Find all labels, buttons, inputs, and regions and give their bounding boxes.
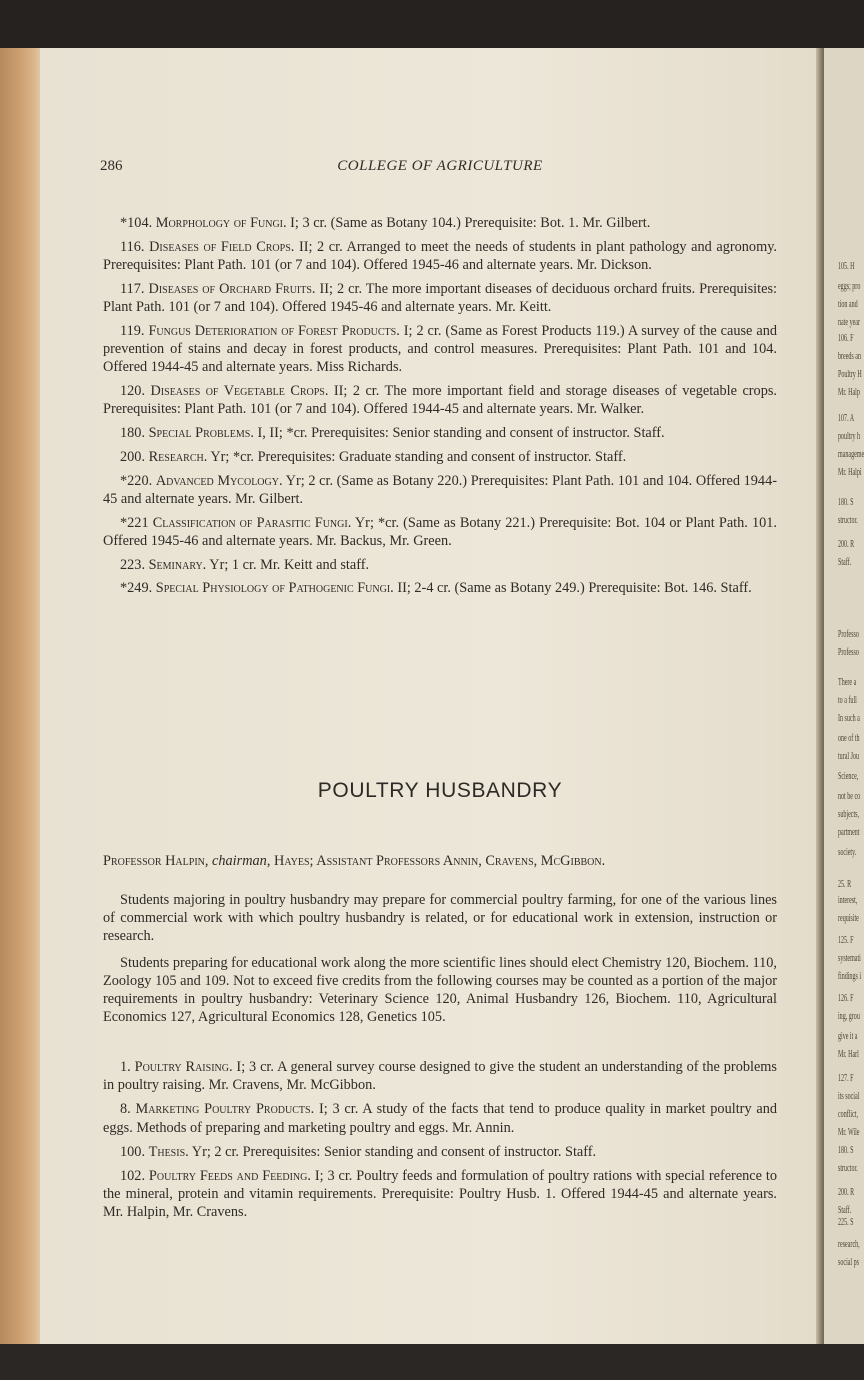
course-description: I; 3 cr. (Same as Botany 104.) Prerequisite: Bot. 1. Mr. Gilbert. xyxy=(286,215,651,231)
intro-paragraph: Students majoring in poultry husbandry may prepare for commercial poultry farming, for one of the various lines of commercial work with which poultry husbandry is related, or for educational work in extension, instruction or research. xyxy=(103,892,777,945)
facing-page-fragment: 126. F xyxy=(838,992,854,1004)
facing-page-fragment: tion and xyxy=(838,298,858,310)
course-entry xyxy=(103,238,777,274)
facing-page-fragment: 125. F xyxy=(838,934,854,946)
course-number: 102. xyxy=(120,1167,146,1184)
facing-page-fragment: ing, grou xyxy=(838,1010,860,1022)
facing-page-fragment: 180. S xyxy=(838,496,854,508)
course-description: II; 2 cr. The more important field and storage diseases of vegetable crops. Prerequisites: Plant Path. 101 (or 7 and 104). Offered 1944-45 and alternate years. Mr. Walker. xyxy=(103,383,777,418)
course-title: Fungus Deterioration of Forest Products. xyxy=(148,322,400,339)
facing-page-fragment: Mr. Wile xyxy=(838,1126,860,1138)
course-entry xyxy=(103,448,777,466)
facing-page-fragment: give it a xyxy=(838,1030,858,1042)
facing-page-fragment: Poultry H xyxy=(838,368,862,380)
course-entry xyxy=(103,424,777,442)
course-description: II; 2 cr. The more important diseases of deciduous orchard fruits. Prerequisites: Plant Path. 101 (or 7 and 104). Offered 1945-46 and alternate years. Mr. Keitt. xyxy=(103,280,778,315)
facing-page-fragment: Mr. Halpi xyxy=(838,466,862,478)
course-title: Diseases of Field Crops. xyxy=(149,238,295,255)
facing-page-fragment: interest, xyxy=(838,894,858,906)
course-description: I; 3 cr. Poultry feeds and formulation of poultry rations with special reference to the mineral, protein and vitamin requirements. Prerequisite: Poultry Husb. 1. Offered 1944-45 and alternate years. Mr. Halpin, Mr. Cravens. xyxy=(103,1167,778,1221)
facing-page-fragment: poultry h xyxy=(838,430,861,442)
facing-page-fragment: society. xyxy=(838,846,857,858)
course-entry xyxy=(103,556,777,574)
facing-page-fragment: eggs; pro xyxy=(838,280,861,292)
facing-page-fragment: tural Jou xyxy=(838,750,860,762)
facing-page-fragment: one of th xyxy=(838,732,860,744)
facing-page-fragment: 200. R xyxy=(838,538,855,550)
facing-page-fragment: breeds an xyxy=(838,350,862,362)
facing-page-fragment: Professo xyxy=(838,628,859,640)
course-entry xyxy=(103,382,777,418)
facing-page-fragment: Mr. Harl xyxy=(838,1048,859,1060)
facing-page-fragment: 225. S xyxy=(838,1216,854,1228)
course-entry xyxy=(103,514,777,550)
course-entry xyxy=(103,1100,777,1136)
course-number: *220. xyxy=(120,472,153,489)
course-description: Yr; 1 cr. Mr. Keitt and staff. xyxy=(206,556,370,573)
course-description: I, II; *cr. Prerequisites: Senior standing and consent of instructor. Staff. xyxy=(253,425,665,441)
course-number: 116. xyxy=(120,238,145,255)
facing-page-fragment: 180. S xyxy=(838,1144,854,1156)
course-title: Classification of Parasitic Fungi. xyxy=(152,514,352,531)
course-title: Special Problems. xyxy=(148,425,254,441)
faculty-chair-role: chairman xyxy=(212,853,267,869)
facing-page-fragment: its social xyxy=(838,1090,860,1102)
scan-background-bottom xyxy=(0,1344,864,1380)
course-number: 119. xyxy=(120,322,145,339)
course-description: Yr; 2 cr. Prerequisites: Senior standing and consent of instructor. Staff. xyxy=(188,1143,597,1160)
facing-page-fragment: 25. R xyxy=(838,878,852,890)
plant-pathology-course-list xyxy=(103,214,777,603)
facing-page-fragment: research, xyxy=(838,1238,860,1250)
course-description: I; 3 cr. A study of the facts that tend to produce quality in market poultry and eggs. Methods of preparing and marketing poultry and eggs. Mr. Annin. xyxy=(103,1101,778,1136)
facing-page-fragment: There a xyxy=(838,676,857,688)
course-entry xyxy=(103,280,777,316)
course-number: 120. xyxy=(120,383,146,399)
facing-page-fragment: findings i xyxy=(838,970,862,982)
course-number: *249. xyxy=(120,580,153,597)
course-number: 117. xyxy=(120,280,145,297)
facing-page-fragment: 105. H xyxy=(838,260,855,272)
section-heading: POULTRY HUSBANDRY xyxy=(317,779,563,802)
scan-background-top xyxy=(0,0,864,48)
course-title: Diseases of Vegetable Crops. xyxy=(150,383,329,399)
facing-page-fragment: Staff. xyxy=(838,1204,852,1216)
course-number: 8. xyxy=(120,1101,131,1118)
facing-page-edge xyxy=(824,48,864,1344)
facing-page-fragment: partment xyxy=(838,826,860,838)
poultry-course-list xyxy=(103,1058,777,1227)
course-title: Morphology of Fungi. xyxy=(155,215,287,231)
facing-page-fragment: Staff. xyxy=(838,556,852,568)
course-entry xyxy=(103,1143,777,1161)
facing-page-fragment: structor. xyxy=(838,514,858,526)
course-title: Seminary. xyxy=(148,556,207,573)
facing-page-fragment: 200. R xyxy=(838,1186,855,1198)
facing-page-fragment: 107. A xyxy=(838,412,855,424)
course-title: Special Physiology of Pathogenic Fungi. xyxy=(155,580,394,597)
facing-page-fragment: systemati xyxy=(838,952,861,964)
running-title: COLLEGE OF AGRICULTURE xyxy=(337,158,543,174)
facing-page-fragment: Science, xyxy=(838,770,859,782)
intro-paragraph: Students preparing for educational work along the more scientific lines should elect Chemistry 120, Biochem. 110, Zoology 105 and 109. Not to exceed five credits from the following courses may be counted as a portion of the major requirements in poultry husbandry: Veterinary Science 120, Animal Husbandry 126, Biochem. 110, Agricultural Economics 127, Agricultural Economics 128, Genetics 105. xyxy=(103,954,777,1026)
facing-page-fragment: Professo xyxy=(838,646,859,658)
facing-page-fragment: not be co xyxy=(838,790,861,802)
course-number: *104. xyxy=(120,215,153,231)
course-entry xyxy=(103,1167,777,1222)
course-number: 200. xyxy=(120,448,146,465)
facing-page-fragment: structor. xyxy=(838,1162,858,1174)
course-entry xyxy=(103,214,777,232)
course-title: Thesis. xyxy=(148,1143,189,1160)
facing-page-fragment: subjects, xyxy=(838,808,860,820)
course-number: 1. xyxy=(120,1059,131,1075)
facing-page-fragment: requisite xyxy=(838,912,859,924)
course-number: 100. xyxy=(120,1143,146,1160)
course-number: *221 xyxy=(120,514,149,531)
course-title: Poultry Raising. xyxy=(134,1059,233,1075)
page-header xyxy=(100,158,780,182)
facing-page-fragment: 106. F xyxy=(838,332,854,344)
course-number: 223. xyxy=(120,556,146,573)
course-description: Yr; 2 cr. (Same as Botany 220.) Prerequisites: Plant Path. 101 and 104. Offered 1944-45 and alternate years. Mr. Gilbert. xyxy=(103,472,777,507)
page-number: 286 xyxy=(100,158,123,174)
course-description: I; 2 cr. (Same as Forest Products 119.) A survey of the cause and prevention of stains and decay in forest products, and control measures. Prerequisites: Plant Path. 101 and 104. Offered 1944-45 and alternate years. Miss Richards. xyxy=(103,322,777,376)
section-introduction xyxy=(103,891,777,1034)
course-entry xyxy=(103,1058,777,1094)
course-entry xyxy=(103,472,777,508)
course-title: Research. xyxy=(148,448,208,465)
facing-page-fragment: Mr. Halp xyxy=(838,386,860,398)
course-description: I; 3 cr. A general survey course designed to give the student an understanding of the problems in poultry raising. Mr. Cravens, Mr. McGibbon. xyxy=(103,1059,777,1094)
faculty-list xyxy=(103,853,783,870)
facing-page-fragment: manageme xyxy=(838,448,864,460)
course-title: Poultry Feeds and Feeding. xyxy=(148,1167,311,1184)
book-page-edges xyxy=(0,48,42,1344)
course-description: Yr; *cr. (Same as Botany 221.) Prerequisite: Bot. 104 or Plant Path. 101. Offered 1945-46 and alternate years. Mr. Backus, Mr. Green. xyxy=(103,514,778,549)
course-title: Advanced Mycology. xyxy=(155,472,283,489)
facing-page-fragment: to a full xyxy=(838,694,857,706)
faculty-others: , Hayes; Assistant Professors Annin, Cravens, McGibbon. xyxy=(266,853,606,869)
faculty-professor: Professor Halpin, xyxy=(103,853,213,869)
facing-page-fragment: nate year xyxy=(838,316,860,328)
facing-page-fragment: social ps xyxy=(838,1256,860,1268)
course-title: Marketing Poultry Products. xyxy=(135,1101,315,1118)
course-number: 180. xyxy=(120,425,146,441)
course-description: Yr; *cr. Prerequisites: Graduate standing and consent of instructor. Staff. xyxy=(207,448,627,465)
course-entry xyxy=(103,322,777,377)
course-entry xyxy=(103,579,777,597)
facing-page-fragment: 127. F xyxy=(838,1072,854,1084)
facing-page-fragment: conflict, xyxy=(838,1108,858,1120)
course-description: II; 2-4 cr. (Same as Botany 249.) Prerequisite: Bot. 146. Staff. xyxy=(393,580,752,597)
course-description: II; 2 cr. Arranged to meet the needs of students in plant pathology and agronomy. Prerequisites: Plant Path. 101 (or 7 and 104). Offered 1945-46 and alternate years. Mr. Dickson. xyxy=(103,238,777,273)
facing-page-fragment: In such a xyxy=(838,712,860,724)
course-title: Diseases of Orchard Fruits. xyxy=(148,280,316,297)
